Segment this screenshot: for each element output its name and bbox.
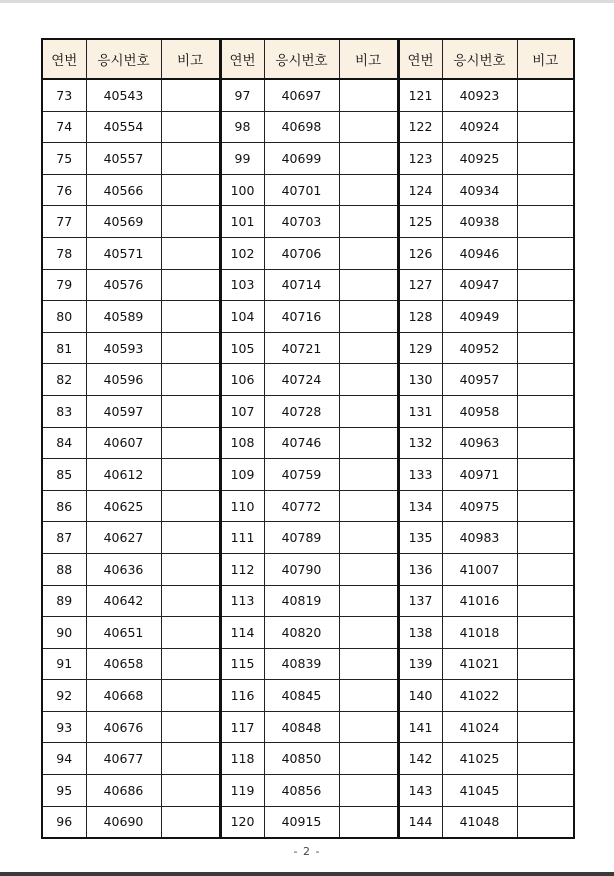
applicant-number-cell: 40593 xyxy=(86,332,161,364)
serial-number-cell: 88 xyxy=(42,553,86,585)
applicant-number-cell: 40983 xyxy=(442,522,517,554)
applicant-number-cell: 40698 xyxy=(264,111,339,143)
remarks-cell xyxy=(517,364,574,396)
table-row xyxy=(42,206,574,238)
remarks-cell xyxy=(517,174,574,206)
remarks-cell xyxy=(339,775,398,807)
serial-number-cell: 103 xyxy=(220,269,264,301)
applicant-number-cell: 40658 xyxy=(86,648,161,680)
remarks-cell xyxy=(339,585,398,617)
applicant-number-cell: 40856 xyxy=(264,775,339,807)
serial-number-cell: 106 xyxy=(220,364,264,396)
table-row xyxy=(42,237,574,269)
serial-number-cell: 94 xyxy=(42,743,86,775)
remarks-cell xyxy=(517,806,574,838)
serial-number-cell: 97 xyxy=(220,79,264,111)
applicant-number-cell: 41007 xyxy=(442,553,517,585)
applicant-number-cell: 40819 xyxy=(264,585,339,617)
serial-number-cell: 124 xyxy=(398,174,442,206)
remarks-cell xyxy=(161,617,220,649)
applicant-number-cell: 40958 xyxy=(442,395,517,427)
applicant-number-cell: 40971 xyxy=(442,459,517,491)
applicant-number-cell: 40677 xyxy=(86,743,161,775)
serial-number-cell: 86 xyxy=(42,490,86,522)
serial-number-cell: 126 xyxy=(398,237,442,269)
remarks-cell xyxy=(517,206,574,238)
serial-number-cell: 109 xyxy=(220,459,264,491)
remarks-cell xyxy=(339,427,398,459)
serial-number-cell: 75 xyxy=(42,143,86,175)
applicant-number-cell: 40571 xyxy=(86,237,161,269)
applicant-number-cell: 40557 xyxy=(86,143,161,175)
applicant-number-cell: 40724 xyxy=(264,364,339,396)
applicant-number-cell: 40952 xyxy=(442,332,517,364)
applicant-number-cell: 40566 xyxy=(86,174,161,206)
serial-number-header: 연번 xyxy=(398,39,442,79)
applicant-number-cell: 40924 xyxy=(442,111,517,143)
remarks-cell xyxy=(161,111,220,143)
remarks-cell xyxy=(161,585,220,617)
applicant-number-cell: 40668 xyxy=(86,680,161,712)
remarks-header: 비고 xyxy=(161,39,220,79)
remarks-cell xyxy=(161,743,220,775)
table-row xyxy=(42,427,574,459)
serial-number-cell: 119 xyxy=(220,775,264,807)
serial-number-cell: 98 xyxy=(220,111,264,143)
serial-number-cell: 131 xyxy=(398,395,442,427)
applicant-number-cell: 41045 xyxy=(442,775,517,807)
applicant-number-cell: 40676 xyxy=(86,711,161,743)
table-row xyxy=(42,522,574,554)
remarks-cell xyxy=(161,427,220,459)
serial-number-cell: 82 xyxy=(42,364,86,396)
remarks-cell xyxy=(517,775,574,807)
applicant-number-cell: 40589 xyxy=(86,301,161,333)
table-row xyxy=(42,395,574,427)
serial-number-cell: 134 xyxy=(398,490,442,522)
remarks-cell xyxy=(339,395,398,427)
applicant-number-cell: 41025 xyxy=(442,743,517,775)
serial-number-cell: 113 xyxy=(220,585,264,617)
applicant-number-header: 응시번호 xyxy=(86,39,161,79)
table-row xyxy=(42,301,574,333)
remarks-cell xyxy=(161,364,220,396)
applicant-number-table xyxy=(41,38,575,839)
page-number: - 2 - xyxy=(293,845,321,858)
remarks-cell xyxy=(517,395,574,427)
remarks-cell xyxy=(339,459,398,491)
serial-number-cell: 87 xyxy=(42,522,86,554)
applicant-number-cell: 40701 xyxy=(264,174,339,206)
table-row xyxy=(42,743,574,775)
applicant-number-cell: 40925 xyxy=(442,143,517,175)
applicant-number-cell: 40923 xyxy=(442,79,517,111)
applicant-number-cell: 40946 xyxy=(442,237,517,269)
serial-number-cell: 89 xyxy=(42,585,86,617)
remarks-cell xyxy=(161,79,220,111)
applicant-number-cell: 40697 xyxy=(264,79,339,111)
table-row xyxy=(42,269,574,301)
remarks-cell xyxy=(339,617,398,649)
serial-number-cell: 81 xyxy=(42,332,86,364)
remarks-cell xyxy=(517,680,574,712)
applicant-number-cell: 40554 xyxy=(86,111,161,143)
serial-number-cell: 77 xyxy=(42,206,86,238)
applicant-number-cell: 40772 xyxy=(264,490,339,522)
remarks-cell xyxy=(161,395,220,427)
table-row xyxy=(42,617,574,649)
remarks-cell xyxy=(339,301,398,333)
serial-number-cell: 102 xyxy=(220,237,264,269)
serial-number-cell: 108 xyxy=(220,427,264,459)
serial-number-cell: 85 xyxy=(42,459,86,491)
applicant-number-cell: 40703 xyxy=(264,206,339,238)
applicant-number-cell: 40934 xyxy=(442,174,517,206)
serial-number-cell: 142 xyxy=(398,743,442,775)
serial-number-cell: 91 xyxy=(42,648,86,680)
serial-number-cell: 110 xyxy=(220,490,264,522)
remarks-cell xyxy=(517,143,574,175)
serial-number-cell: 104 xyxy=(220,301,264,333)
remarks-cell xyxy=(517,111,574,143)
applicant-number-cell: 40636 xyxy=(86,553,161,585)
serial-number-cell: 111 xyxy=(220,522,264,554)
table-row xyxy=(42,490,574,522)
applicant-number-cell: 40607 xyxy=(86,427,161,459)
remarks-cell xyxy=(339,553,398,585)
remarks-cell xyxy=(161,174,220,206)
applicant-number-cell: 40839 xyxy=(264,648,339,680)
serial-number-cell: 99 xyxy=(220,143,264,175)
remarks-cell xyxy=(517,269,574,301)
serial-number-cell: 73 xyxy=(42,79,86,111)
remarks-cell xyxy=(517,743,574,775)
remarks-cell xyxy=(161,206,220,238)
remarks-cell xyxy=(339,648,398,680)
remarks-cell xyxy=(161,490,220,522)
remarks-cell xyxy=(517,301,574,333)
applicant-number-cell: 41021 xyxy=(442,648,517,680)
serial-number-cell: 125 xyxy=(398,206,442,238)
applicant-number-cell: 40975 xyxy=(442,490,517,522)
remarks-cell xyxy=(161,459,220,491)
remarks-cell xyxy=(517,648,574,680)
serial-number-cell: 92 xyxy=(42,680,86,712)
applicant-number-cell: 41024 xyxy=(442,711,517,743)
remarks-cell xyxy=(339,79,398,111)
remarks-cell xyxy=(339,711,398,743)
serial-number-cell: 114 xyxy=(220,617,264,649)
serial-number-cell: 79 xyxy=(42,269,86,301)
remarks-cell xyxy=(517,522,574,554)
remarks-cell xyxy=(517,711,574,743)
serial-number-cell: 74 xyxy=(42,111,86,143)
remarks-cell xyxy=(161,143,220,175)
serial-number-cell: 141 xyxy=(398,711,442,743)
serial-number-header: 연번 xyxy=(42,39,86,79)
applicant-number-cell: 40759 xyxy=(264,459,339,491)
remarks-cell xyxy=(161,332,220,364)
serial-number-cell: 123 xyxy=(398,143,442,175)
remarks-header: 비고 xyxy=(517,39,574,79)
remarks-cell xyxy=(517,553,574,585)
remarks-cell xyxy=(161,711,220,743)
remarks-cell xyxy=(517,79,574,111)
serial-number-cell: 136 xyxy=(398,553,442,585)
serial-number-cell: 135 xyxy=(398,522,442,554)
serial-number-cell: 138 xyxy=(398,617,442,649)
page-top-edge xyxy=(0,0,614,3)
applicant-number-cell: 40746 xyxy=(264,427,339,459)
serial-number-cell: 128 xyxy=(398,301,442,333)
page-bottom-edge xyxy=(0,872,614,876)
remarks-header: 비고 xyxy=(339,39,398,79)
serial-number-cell: 129 xyxy=(398,332,442,364)
remarks-cell xyxy=(339,111,398,143)
table-row xyxy=(42,79,574,111)
applicant-number-cell: 40850 xyxy=(264,743,339,775)
applicant-number-cell: 40642 xyxy=(86,585,161,617)
serial-number-cell: 84 xyxy=(42,427,86,459)
applicant-number-cell: 40938 xyxy=(442,206,517,238)
serial-number-cell: 133 xyxy=(398,459,442,491)
remarks-cell xyxy=(517,459,574,491)
serial-number-cell: 100 xyxy=(220,174,264,206)
serial-number-cell: 139 xyxy=(398,648,442,680)
applicant-number-header: 응시번호 xyxy=(442,39,517,79)
table-header-row xyxy=(42,39,574,79)
applicant-number-cell: 40845 xyxy=(264,680,339,712)
remarks-cell xyxy=(517,237,574,269)
remarks-cell xyxy=(161,553,220,585)
table-row xyxy=(42,111,574,143)
applicant-number-cell: 40576 xyxy=(86,269,161,301)
remarks-cell xyxy=(161,269,220,301)
applicant-number-cell: 40596 xyxy=(86,364,161,396)
serial-number-cell: 130 xyxy=(398,364,442,396)
applicant-number-cell: 40569 xyxy=(86,206,161,238)
table-row xyxy=(42,459,574,491)
applicant-number-cell: 40706 xyxy=(264,237,339,269)
table-row xyxy=(42,648,574,680)
serial-number-cell: 107 xyxy=(220,395,264,427)
remarks-cell xyxy=(339,174,398,206)
serial-number-cell: 127 xyxy=(398,269,442,301)
serial-number-cell: 95 xyxy=(42,775,86,807)
remarks-cell xyxy=(339,237,398,269)
remarks-cell xyxy=(339,743,398,775)
applicant-number-cell: 40963 xyxy=(442,427,517,459)
serial-number-cell: 118 xyxy=(220,743,264,775)
applicant-number-cell: 40957 xyxy=(442,364,517,396)
applicant-number-cell: 40543 xyxy=(86,79,161,111)
serial-number-cell: 93 xyxy=(42,711,86,743)
serial-number-cell: 132 xyxy=(398,427,442,459)
applicant-number-cell: 41048 xyxy=(442,806,517,838)
applicant-number-cell: 40651 xyxy=(86,617,161,649)
serial-number-cell: 137 xyxy=(398,585,442,617)
table-row xyxy=(42,364,574,396)
applicant-number-cell: 40612 xyxy=(86,459,161,491)
remarks-cell xyxy=(339,143,398,175)
applicant-number-cell: 40690 xyxy=(86,806,161,838)
remarks-cell xyxy=(161,680,220,712)
remarks-cell xyxy=(161,301,220,333)
remarks-cell xyxy=(161,775,220,807)
remarks-cell xyxy=(339,522,398,554)
applicant-number-cell: 40789 xyxy=(264,522,339,554)
table-row xyxy=(42,143,574,175)
serial-number-cell: 96 xyxy=(42,806,86,838)
applicant-number-cell: 40721 xyxy=(264,332,339,364)
applicant-number-cell: 40728 xyxy=(264,395,339,427)
remarks-cell xyxy=(517,617,574,649)
applicant-number-cell: 40625 xyxy=(86,490,161,522)
serial-number-cell: 78 xyxy=(42,237,86,269)
table-body xyxy=(42,79,574,838)
applicant-number-cell: 40949 xyxy=(442,301,517,333)
serial-number-cell: 112 xyxy=(220,553,264,585)
applicant-number-cell: 40790 xyxy=(264,553,339,585)
serial-number-cell: 117 xyxy=(220,711,264,743)
applicant-number-cell: 40820 xyxy=(264,617,339,649)
serial-number-cell: 143 xyxy=(398,775,442,807)
remarks-cell xyxy=(339,332,398,364)
table-row xyxy=(42,680,574,712)
applicant-number-cell: 40597 xyxy=(86,395,161,427)
applicant-number-cell: 40686 xyxy=(86,775,161,807)
serial-number-cell: 101 xyxy=(220,206,264,238)
remarks-cell xyxy=(161,648,220,680)
table-row xyxy=(42,553,574,585)
remarks-cell xyxy=(339,269,398,301)
remarks-cell xyxy=(517,585,574,617)
applicant-number-cell: 41016 xyxy=(442,585,517,617)
table-row xyxy=(42,711,574,743)
remarks-cell xyxy=(517,332,574,364)
remarks-cell xyxy=(161,237,220,269)
serial-number-cell: 144 xyxy=(398,806,442,838)
applicant-number-cell: 40716 xyxy=(264,301,339,333)
serial-number-cell: 105 xyxy=(220,332,264,364)
remarks-cell xyxy=(339,206,398,238)
serial-number-cell: 122 xyxy=(398,111,442,143)
serial-number-header: 연번 xyxy=(220,39,264,79)
remarks-cell xyxy=(339,680,398,712)
table-row xyxy=(42,174,574,206)
remarks-cell xyxy=(517,427,574,459)
remarks-cell xyxy=(161,522,220,554)
remarks-cell xyxy=(161,806,220,838)
table-row xyxy=(42,585,574,617)
serial-number-cell: 90 xyxy=(42,617,86,649)
applicant-number-header: 응시번호 xyxy=(264,39,339,79)
applicant-number-cell: 41022 xyxy=(442,680,517,712)
applicant-number-cell: 40915 xyxy=(264,806,339,838)
applicant-number-cell: 40714 xyxy=(264,269,339,301)
table-row xyxy=(42,806,574,838)
serial-number-cell: 80 xyxy=(42,301,86,333)
remarks-cell xyxy=(517,490,574,522)
serial-number-cell: 115 xyxy=(220,648,264,680)
serial-number-cell: 140 xyxy=(398,680,442,712)
remarks-cell xyxy=(339,490,398,522)
serial-number-cell: 76 xyxy=(42,174,86,206)
applicant-number-cell: 40699 xyxy=(264,143,339,175)
serial-number-cell: 121 xyxy=(398,79,442,111)
serial-number-cell: 120 xyxy=(220,806,264,838)
applicant-number-cell: 40627 xyxy=(86,522,161,554)
serial-number-cell: 83 xyxy=(42,395,86,427)
applicant-number-cell: 40947 xyxy=(442,269,517,301)
table-row xyxy=(42,775,574,807)
remarks-cell xyxy=(339,364,398,396)
remarks-cell xyxy=(339,806,398,838)
serial-number-cell: 116 xyxy=(220,680,264,712)
table-row xyxy=(42,332,574,364)
applicant-number-cell: 40848 xyxy=(264,711,339,743)
applicant-number-cell: 41018 xyxy=(442,617,517,649)
